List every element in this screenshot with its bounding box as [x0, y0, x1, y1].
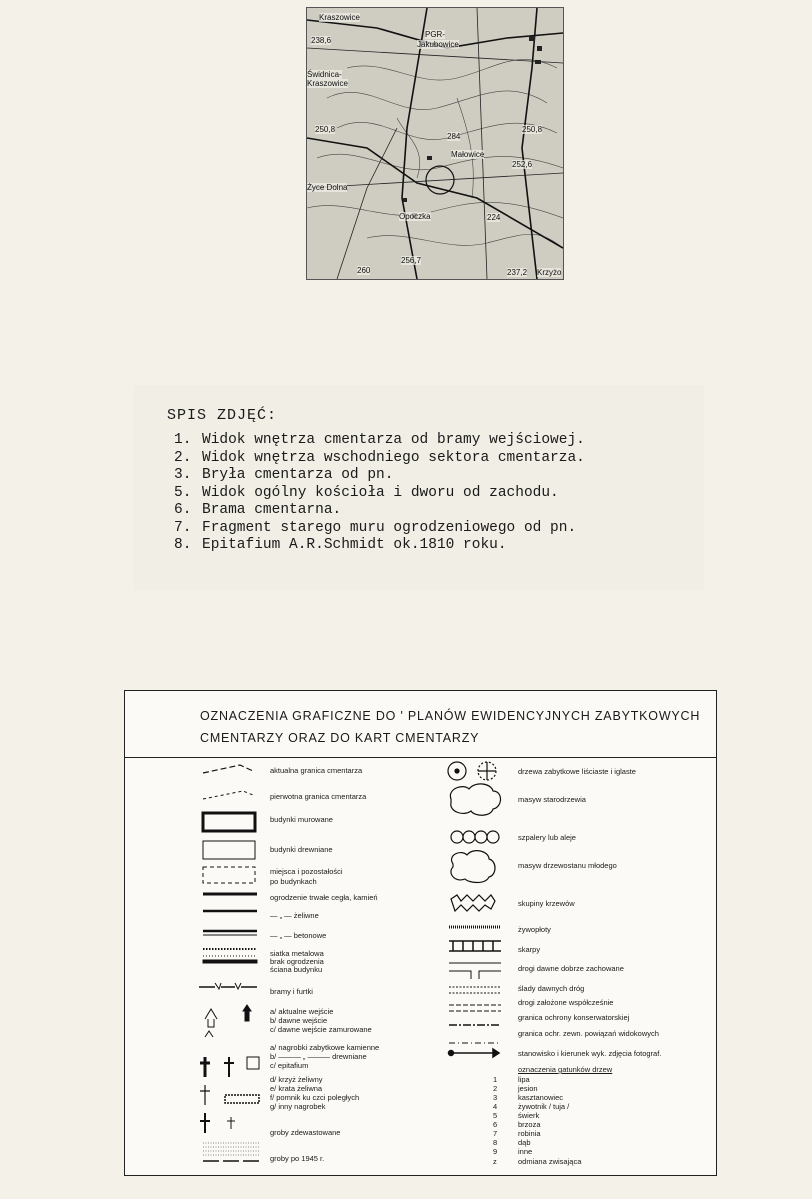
legend-label: granica ochr. zewn. powiązań widokowych [518, 1029, 659, 1038]
tree-number: 6 [493, 1120, 498, 1129]
tree-name: dąb [518, 1138, 531, 1147]
legend-label: — „ — żeliwne [270, 911, 319, 920]
tree-number: 3 [493, 1093, 498, 1102]
tree-name: jesion [518, 1084, 538, 1093]
map-label: 256,7 [401, 256, 422, 265]
map-label: 224 [487, 213, 501, 222]
list-item: 1. Widok wnętrza cmentarza od bramy wejściowej. [174, 432, 585, 448]
map-label: 260 [357, 266, 371, 275]
legend-label: drzewa zabytkowe liściaste i iglaste [518, 767, 636, 776]
tree-number: 8 [493, 1138, 498, 1147]
legend-label: ogrodzenie trwałe cegła, kamień [270, 893, 378, 902]
photo-list [174, 432, 585, 555]
tree-name: robinia [518, 1129, 541, 1138]
map-label: Opoczka [399, 212, 431, 221]
legend-label: drogi dawne dobrze zachowane [518, 964, 624, 973]
tree-number: 9 [493, 1147, 498, 1156]
map-label: 250,8 [315, 125, 336, 134]
photo-list-card [134, 385, 704, 590]
tree-name: inne [518, 1147, 533, 1156]
trees-title: oznaczenia gatunków drzew [518, 1065, 613, 1074]
legend-label: b/ dawne wejście [270, 1016, 328, 1025]
legend-right-symbols [445, 759, 517, 1059]
map-label: 252,6 [512, 160, 533, 169]
map-label: 250,8 [522, 125, 543, 134]
legend-label: miejsca i pozostałości [270, 867, 343, 876]
topographic-map [306, 7, 564, 280]
legend-label: groby zdewastowane [270, 1128, 341, 1137]
tree-name: żywotnik / tuja / [518, 1102, 570, 1111]
tree-name: odmiana zwisająca [518, 1157, 582, 1166]
map-label: PGR- [425, 30, 445, 39]
legend-header [125, 691, 716, 758]
legend-label: g/ inny nagrobek [270, 1102, 326, 1111]
map-label: Krzyżo [537, 268, 562, 277]
map-label: Kraszowice [307, 79, 348, 88]
legend-label: f/ pomnik ku czci poległych [270, 1093, 360, 1102]
tree-number: 7 [493, 1129, 498, 1138]
map-label: Małowice [451, 150, 485, 159]
legend-label: skupiny krzewów [518, 899, 575, 908]
legend-label: siatka metalowa [270, 949, 324, 958]
legend-label: a/ aktualne wejście [270, 1007, 334, 1016]
legend-label: c/ dawne wejście zamurowane [270, 1025, 372, 1034]
tree-number: z [493, 1157, 497, 1166]
tree-name: brzoza [518, 1120, 541, 1129]
map-label: Życe Dolna [307, 183, 348, 192]
tree-number: 5 [493, 1111, 498, 1120]
legend-label: masyw drzewostanu młodego [518, 861, 617, 870]
legend-label: a/ nagrobki zabytkowe kamienne [270, 1043, 380, 1052]
list-item: 6. Brama cmentarna. [174, 502, 342, 518]
photo-direction-arrow-icon [445, 1043, 505, 1063]
legend-label: drogi założone współcześnie [518, 998, 614, 1007]
tree-name: świerk [518, 1111, 540, 1120]
legend-title-line2: CMENTARZY ORAZ DO KART CMENTARZY [200, 731, 480, 745]
tree-name: kasztanowiec [518, 1093, 564, 1102]
legend-label: aktualna granica cmentarza [270, 766, 363, 775]
legend-label: d/ krzyż żeliwny [270, 1075, 323, 1084]
legend-label: stanowisko i kierunek wyk. zdjęcia fotograf. [518, 1049, 662, 1058]
legend-label: b/ ——— „ ——— drewniane [270, 1052, 367, 1061]
tree-name: lipa [518, 1075, 530, 1084]
legend-label: c/ epitafium [270, 1061, 309, 1070]
legend-label: brak ogrodzenia [270, 957, 324, 966]
legend-label: masyw starodrzewia [518, 795, 586, 804]
photo-list-title: SPIS ZDJĘĆ: [167, 407, 278, 424]
map-label: 284 [447, 132, 461, 141]
map-label: 238,6 [311, 36, 332, 45]
list-item: 3. Bryła cmentarza od pn. [174, 467, 394, 483]
legend-label: szpalery lub aleje [518, 833, 576, 842]
legend-label: ściana budynku [270, 965, 323, 974]
legend-label: budynki murowane [270, 815, 333, 824]
list-item: 2. Widok wnętrza wschodniego sektora cmentarza. [174, 449, 585, 466]
legend-label: — „ — betonowe [270, 931, 327, 940]
list-item: 8. Epitafium A.R.Schmidt ok.1810 roku. [174, 537, 507, 553]
legend-label: groby po 1945 r. [270, 1154, 325, 1163]
tree-number: 2 [493, 1084, 498, 1093]
legend-label: e/ krata żeliwna [270, 1084, 323, 1093]
legend-label: ślady dawnych dróg [518, 984, 585, 993]
legend-title-line1: OZNACZENIA GRAFICZNE DO ' PLANÓW EWIDENCYJNYCH ZABYTKOWYCH [200, 709, 701, 723]
legend-label: pierwotna granica cmentarza [270, 792, 367, 801]
legend-label: po budynkach [270, 877, 317, 886]
legend-label: budynki drewniane [270, 845, 333, 854]
legend-label: skarpy [518, 945, 541, 954]
map-label: Jakubowice [417, 40, 459, 49]
legend-sheet [124, 690, 717, 1176]
list-item: 7. Fragment starego muru ogrodzeniowego od pn. [174, 519, 577, 536]
legend-label: żywopłoty [518, 925, 551, 934]
tree-number: 4 [493, 1102, 498, 1111]
map-label: Kraszowice [319, 13, 360, 22]
map-label: Świdnica- [307, 70, 342, 79]
legend-label: granica ochrony konserwatorskiej [518, 1013, 630, 1022]
map-label: 237,2 [507, 268, 528, 277]
list-item: 5. Widok ogólny kościoła i dworu od zachodu. [174, 484, 559, 501]
tree-number: 1 [493, 1075, 498, 1084]
legend-label: bramy i furtki [270, 987, 313, 996]
